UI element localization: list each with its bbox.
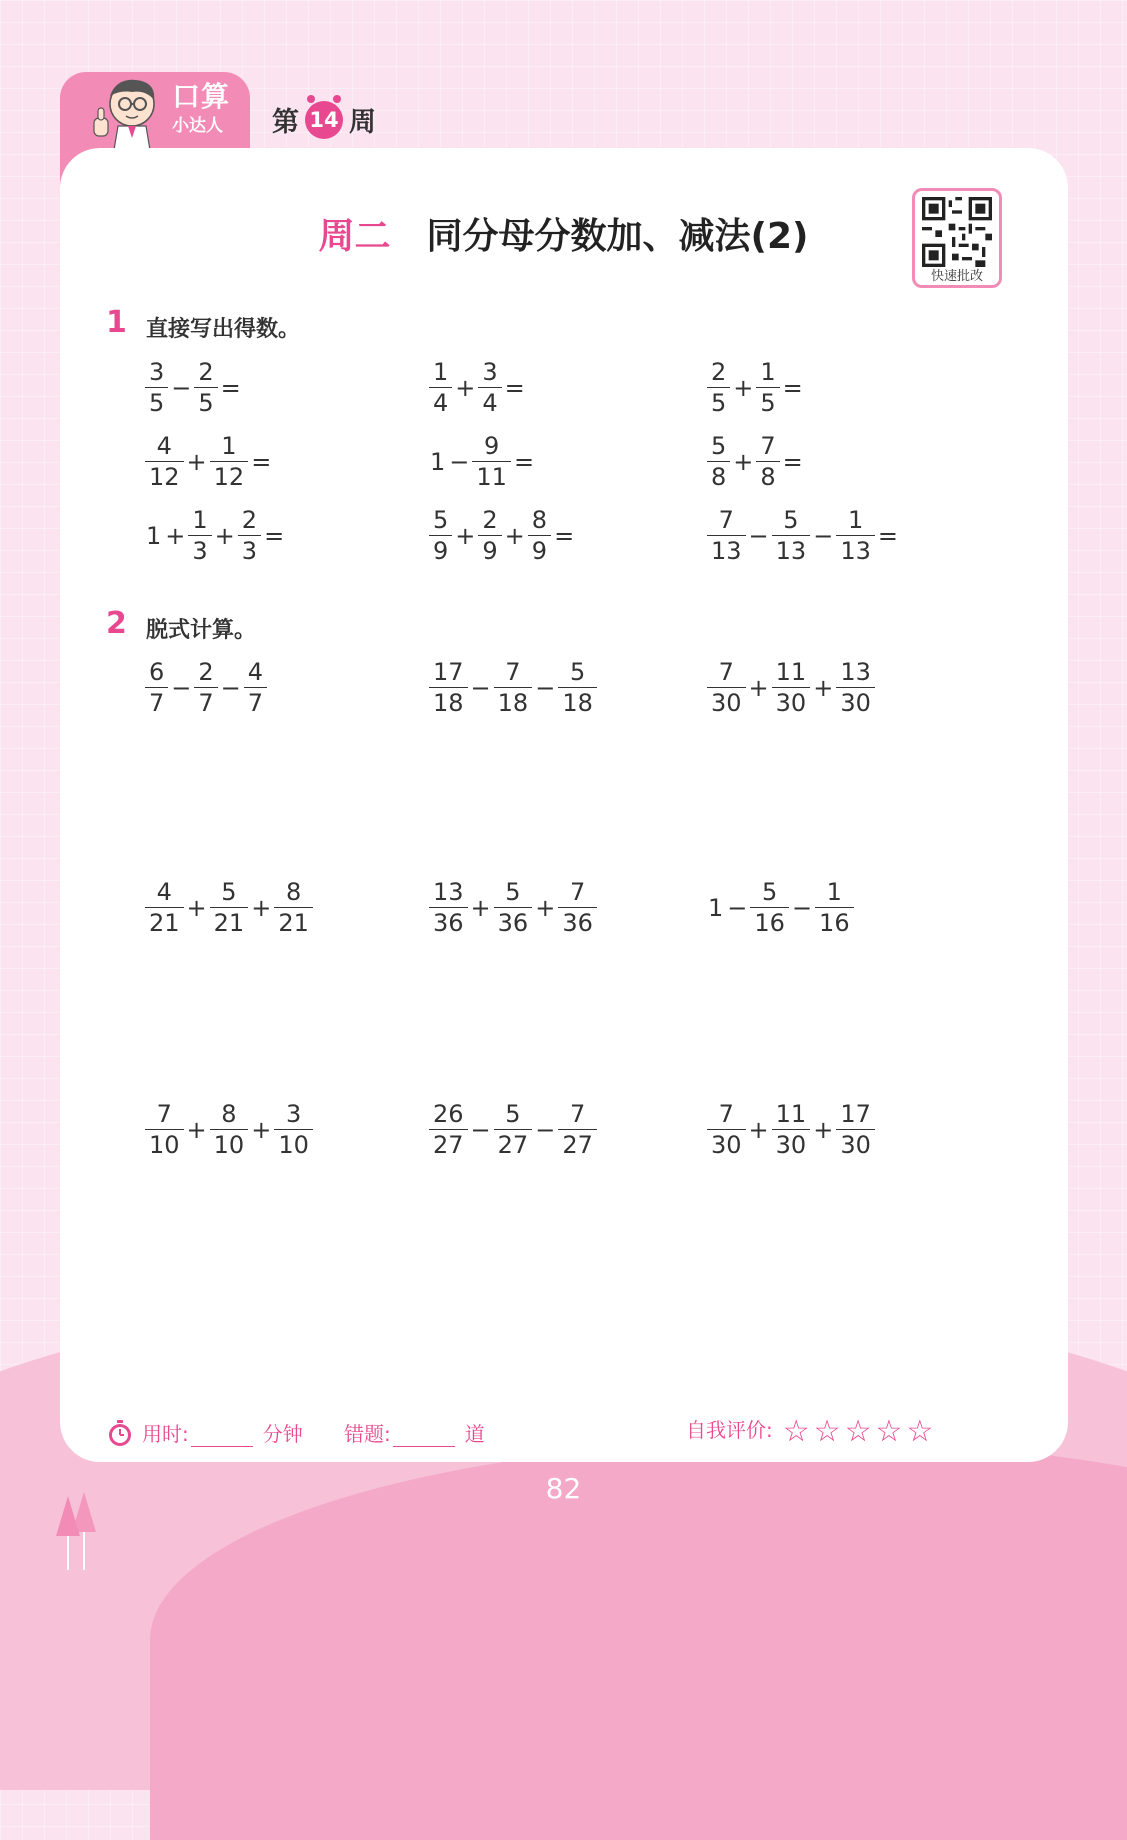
fraction <box>429 506 452 565</box>
numerator: 4 <box>156 432 172 460</box>
numerator: 7 <box>718 506 734 534</box>
denominator: 4 <box>429 387 452 417</box>
denominator: 10 <box>145 1129 184 1159</box>
fraction <box>756 432 779 491</box>
qr-caption: 快速批改 <box>930 269 983 284</box>
tree-decoration-icon <box>54 1492 104 1570</box>
numerator: 2 <box>241 506 258 534</box>
denominator: 27 <box>429 1129 468 1159</box>
denominator: 5 <box>145 387 168 417</box>
fraction <box>750 878 789 937</box>
numerator: 1 <box>433 358 449 386</box>
operator: + <box>733 447 754 476</box>
numerator: 4 <box>247 658 264 686</box>
expression <box>144 358 243 417</box>
fraction <box>756 358 779 417</box>
numerator: 11 <box>775 658 807 686</box>
denominator: 30 <box>707 687 746 717</box>
numerator: 3 <box>482 358 498 386</box>
denominator: 5 <box>756 387 779 417</box>
denominator: 8 <box>756 461 779 491</box>
whole-number: 1 <box>430 447 446 476</box>
numerator: 2 <box>198 358 214 386</box>
denominator: 36 <box>558 907 597 937</box>
errors-unit: 道 <box>464 1422 485 1446</box>
denominator: 27 <box>494 1129 533 1159</box>
fraction <box>494 1100 533 1159</box>
denominator: 9 <box>478 535 501 565</box>
operator: − <box>470 1115 491 1144</box>
fraction <box>494 658 533 717</box>
numerator: 8 <box>531 506 548 534</box>
expression <box>428 1100 598 1159</box>
fraction <box>194 358 217 417</box>
numerator: 13 <box>840 658 871 686</box>
fraction <box>772 1100 811 1159</box>
fraction <box>429 358 452 417</box>
fraction <box>274 878 313 937</box>
numerator: 7 <box>718 1100 734 1128</box>
equals-sign: = <box>504 373 525 402</box>
operator: + <box>165 521 186 550</box>
numerator: 9 <box>484 432 500 460</box>
denominator: 21 <box>145 907 184 937</box>
operator: + <box>813 673 834 702</box>
fraction <box>707 506 746 565</box>
fraction <box>194 658 217 717</box>
operator: − <box>748 521 769 550</box>
operator: + <box>186 893 207 922</box>
equals-sign: = <box>251 447 272 476</box>
week-label <box>272 100 376 139</box>
expression <box>428 358 527 417</box>
operator: − <box>791 893 813 922</box>
fraction <box>145 432 184 491</box>
expression <box>144 506 286 565</box>
fraction <box>210 432 249 491</box>
operator: + <box>748 673 769 702</box>
operator: + <box>813 1115 834 1144</box>
operator: − <box>171 373 192 402</box>
time-blank[interactable] <box>191 1426 253 1447</box>
operator: + <box>186 447 207 476</box>
numerator: 3 <box>285 1100 302 1128</box>
fraction <box>772 658 811 717</box>
denominator: 11 <box>472 461 511 491</box>
denominator: 16 <box>750 907 789 937</box>
operator: − <box>171 673 192 702</box>
operator: + <box>733 373 754 402</box>
self-eval-label: 自我评价: <box>686 1418 773 1442</box>
fraction <box>528 506 551 565</box>
numerator: 2 <box>198 658 214 686</box>
operator: + <box>748 1115 769 1144</box>
operator: + <box>470 893 491 922</box>
equals-sign: = <box>220 373 241 402</box>
footer-errors <box>344 1418 485 1447</box>
expression <box>144 432 273 491</box>
numerator: 6 <box>149 658 165 686</box>
denominator: 3 <box>238 535 261 565</box>
denominator: 36 <box>429 907 468 937</box>
fraction <box>836 1100 875 1159</box>
denominator: 9 <box>528 535 551 565</box>
denominator: 18 <box>429 687 468 717</box>
fraction <box>145 358 168 417</box>
page-number: 82 <box>545 1472 582 1505</box>
denominator: 30 <box>836 1129 875 1159</box>
fraction <box>815 878 854 937</box>
expression <box>706 506 900 565</box>
numerator: 17 <box>840 1100 871 1128</box>
operator: − <box>470 673 491 702</box>
fraction <box>145 878 184 937</box>
operator: + <box>455 373 476 402</box>
denominator: 12 <box>210 461 249 491</box>
mascot-icon <box>80 74 166 150</box>
operator: + <box>455 521 476 550</box>
equals-sign: = <box>782 373 803 402</box>
denominator: 30 <box>836 687 875 717</box>
whole-number: 1 <box>146 521 162 550</box>
fraction <box>188 506 211 565</box>
operator: − <box>727 893 748 922</box>
equals-sign: = <box>513 447 535 476</box>
fraction <box>836 506 875 565</box>
numerator: 8 <box>221 1100 237 1128</box>
operator: − <box>220 673 241 702</box>
fraction <box>238 506 261 565</box>
numerator: 17 <box>433 658 464 686</box>
section2-number: 2 <box>106 606 127 641</box>
numerator: 1 <box>826 878 842 906</box>
denominator: 16 <box>815 907 854 937</box>
expression <box>706 1100 876 1159</box>
expression <box>144 1100 314 1159</box>
expression <box>706 878 855 937</box>
expression <box>706 358 805 417</box>
denominator: 10 <box>274 1129 313 1159</box>
section2-instruction: 脱式计算。 <box>146 618 257 643</box>
fraction <box>274 1100 313 1159</box>
denominator: 5 <box>707 387 730 417</box>
week-suffix: 周 <box>349 107 376 138</box>
numerator: 2 <box>711 358 727 386</box>
week-prefix: 第 <box>272 107 299 138</box>
fraction <box>429 1100 468 1159</box>
denominator: 4 <box>478 387 501 417</box>
numerator: 7 <box>156 1100 172 1128</box>
stopwatch-icon <box>106 1419 134 1447</box>
fraction <box>558 658 597 717</box>
star-icon[interactable]: ☆ <box>906 1414 934 1449</box>
expression <box>706 432 805 491</box>
fraction <box>707 658 746 717</box>
fraction <box>707 358 730 417</box>
numerator: 2 <box>482 506 498 534</box>
operator: + <box>251 893 272 922</box>
expression <box>428 878 598 937</box>
denominator: 36 <box>494 907 533 937</box>
numerator: 7 <box>505 658 521 686</box>
section1-instruction: 直接写出得数。 <box>146 317 301 342</box>
equals-sign: = <box>877 521 898 550</box>
expression <box>144 658 268 717</box>
tab-title: 口算 <box>172 80 231 113</box>
denominator: 21 <box>274 907 313 937</box>
denominator: 8 <box>707 461 730 491</box>
equals-sign: = <box>554 521 575 550</box>
star-icon[interactable]: ☆ <box>875 1414 903 1449</box>
denominator: 12 <box>145 461 184 491</box>
fraction <box>145 658 168 717</box>
denominator: 18 <box>494 687 533 717</box>
operator: + <box>535 893 556 922</box>
operator: − <box>449 447 470 476</box>
numerator: 26 <box>433 1100 464 1128</box>
errors-blank[interactable] <box>393 1426 455 1447</box>
denominator: 18 <box>558 687 597 717</box>
time-unit: 分钟 <box>262 1422 303 1446</box>
operator: − <box>535 673 556 702</box>
fraction <box>707 1100 746 1159</box>
denominator: 30 <box>707 1129 746 1159</box>
tab-subtitle: 小达人 <box>172 116 223 136</box>
operator: + <box>504 521 525 550</box>
operator: + <box>251 1115 272 1144</box>
numerator: 1 <box>847 506 864 534</box>
expression <box>428 432 536 491</box>
denominator: 7 <box>194 687 217 717</box>
star-icon[interactable]: ☆ <box>782 1414 810 1449</box>
denominator: 27 <box>558 1129 597 1159</box>
star-icon[interactable]: ☆ <box>813 1414 841 1449</box>
whole-number: 1 <box>708 893 724 922</box>
numerator: 5 <box>783 506 799 534</box>
errors-label: 错题: <box>344 1422 391 1446</box>
fraction <box>210 878 249 937</box>
fraction <box>494 878 533 937</box>
denominator: 3 <box>188 535 211 565</box>
fraction <box>707 432 730 491</box>
numerator: 5 <box>221 878 237 906</box>
week-number-badge: 14 <box>305 101 343 139</box>
numerator: 7 <box>760 432 776 460</box>
numerator: 13 <box>433 878 464 906</box>
fraction <box>558 1100 597 1159</box>
title-day: 周二 <box>318 216 391 257</box>
qr-code-icon <box>922 197 992 267</box>
denominator: 9 <box>429 535 452 565</box>
fraction <box>772 506 811 565</box>
fraction <box>244 658 267 717</box>
qr-code[interactable] <box>912 188 1002 288</box>
operator: + <box>186 1115 207 1144</box>
section1-number: 1 <box>106 305 127 340</box>
fraction <box>478 358 501 417</box>
numerator: 5 <box>433 506 449 534</box>
fraction <box>836 658 875 717</box>
fraction <box>210 1100 249 1159</box>
numerator: 8 <box>285 878 302 906</box>
title-topic: 同分母分数加、减法(2) <box>426 216 809 257</box>
numerator: 5 <box>711 432 727 460</box>
footer-time <box>106 1418 303 1447</box>
operator: − <box>813 521 834 550</box>
denominator: 30 <box>772 1129 811 1159</box>
expression <box>428 506 576 565</box>
numerator: 5 <box>762 878 778 906</box>
numerator: 11 <box>775 1100 807 1128</box>
worksheet-card <box>60 148 1068 1462</box>
fraction <box>472 432 511 491</box>
numerator: 4 <box>156 878 172 906</box>
fraction <box>558 878 597 937</box>
expression <box>144 878 314 937</box>
numerator: 7 <box>569 1100 586 1128</box>
fraction <box>429 878 468 937</box>
denominator: 7 <box>145 687 168 717</box>
denominator: 5 <box>194 387 217 417</box>
numerator: 5 <box>505 1100 521 1128</box>
star-icon[interactable]: ☆ <box>844 1414 872 1449</box>
numerator: 5 <box>505 878 521 906</box>
equals-sign: = <box>264 521 285 550</box>
denominator: 13 <box>707 535 746 565</box>
denominator: 7 <box>244 687 267 717</box>
footer-self-eval <box>686 1414 937 1449</box>
denominator: 10 <box>210 1129 249 1159</box>
fraction <box>429 658 468 717</box>
numerator: 1 <box>192 506 208 534</box>
time-label: 用时: <box>142 1422 189 1446</box>
fraction <box>145 1100 184 1159</box>
fraction <box>478 506 501 565</box>
denominator: 13 <box>772 535 811 565</box>
expression <box>706 658 876 717</box>
expression <box>428 658 598 717</box>
equals-sign: = <box>782 447 803 476</box>
denominator: 13 <box>836 535 875 565</box>
numerator: 7 <box>718 658 734 686</box>
numerator: 1 <box>760 358 776 386</box>
numerator: 1 <box>221 432 237 460</box>
denominator: 21 <box>210 907 249 937</box>
denominator: 30 <box>772 687 811 717</box>
operator: + <box>214 521 235 550</box>
numerator: 3 <box>149 358 165 386</box>
operator: − <box>535 1115 556 1144</box>
numerator: 7 <box>569 878 586 906</box>
numerator: 5 <box>569 658 586 686</box>
